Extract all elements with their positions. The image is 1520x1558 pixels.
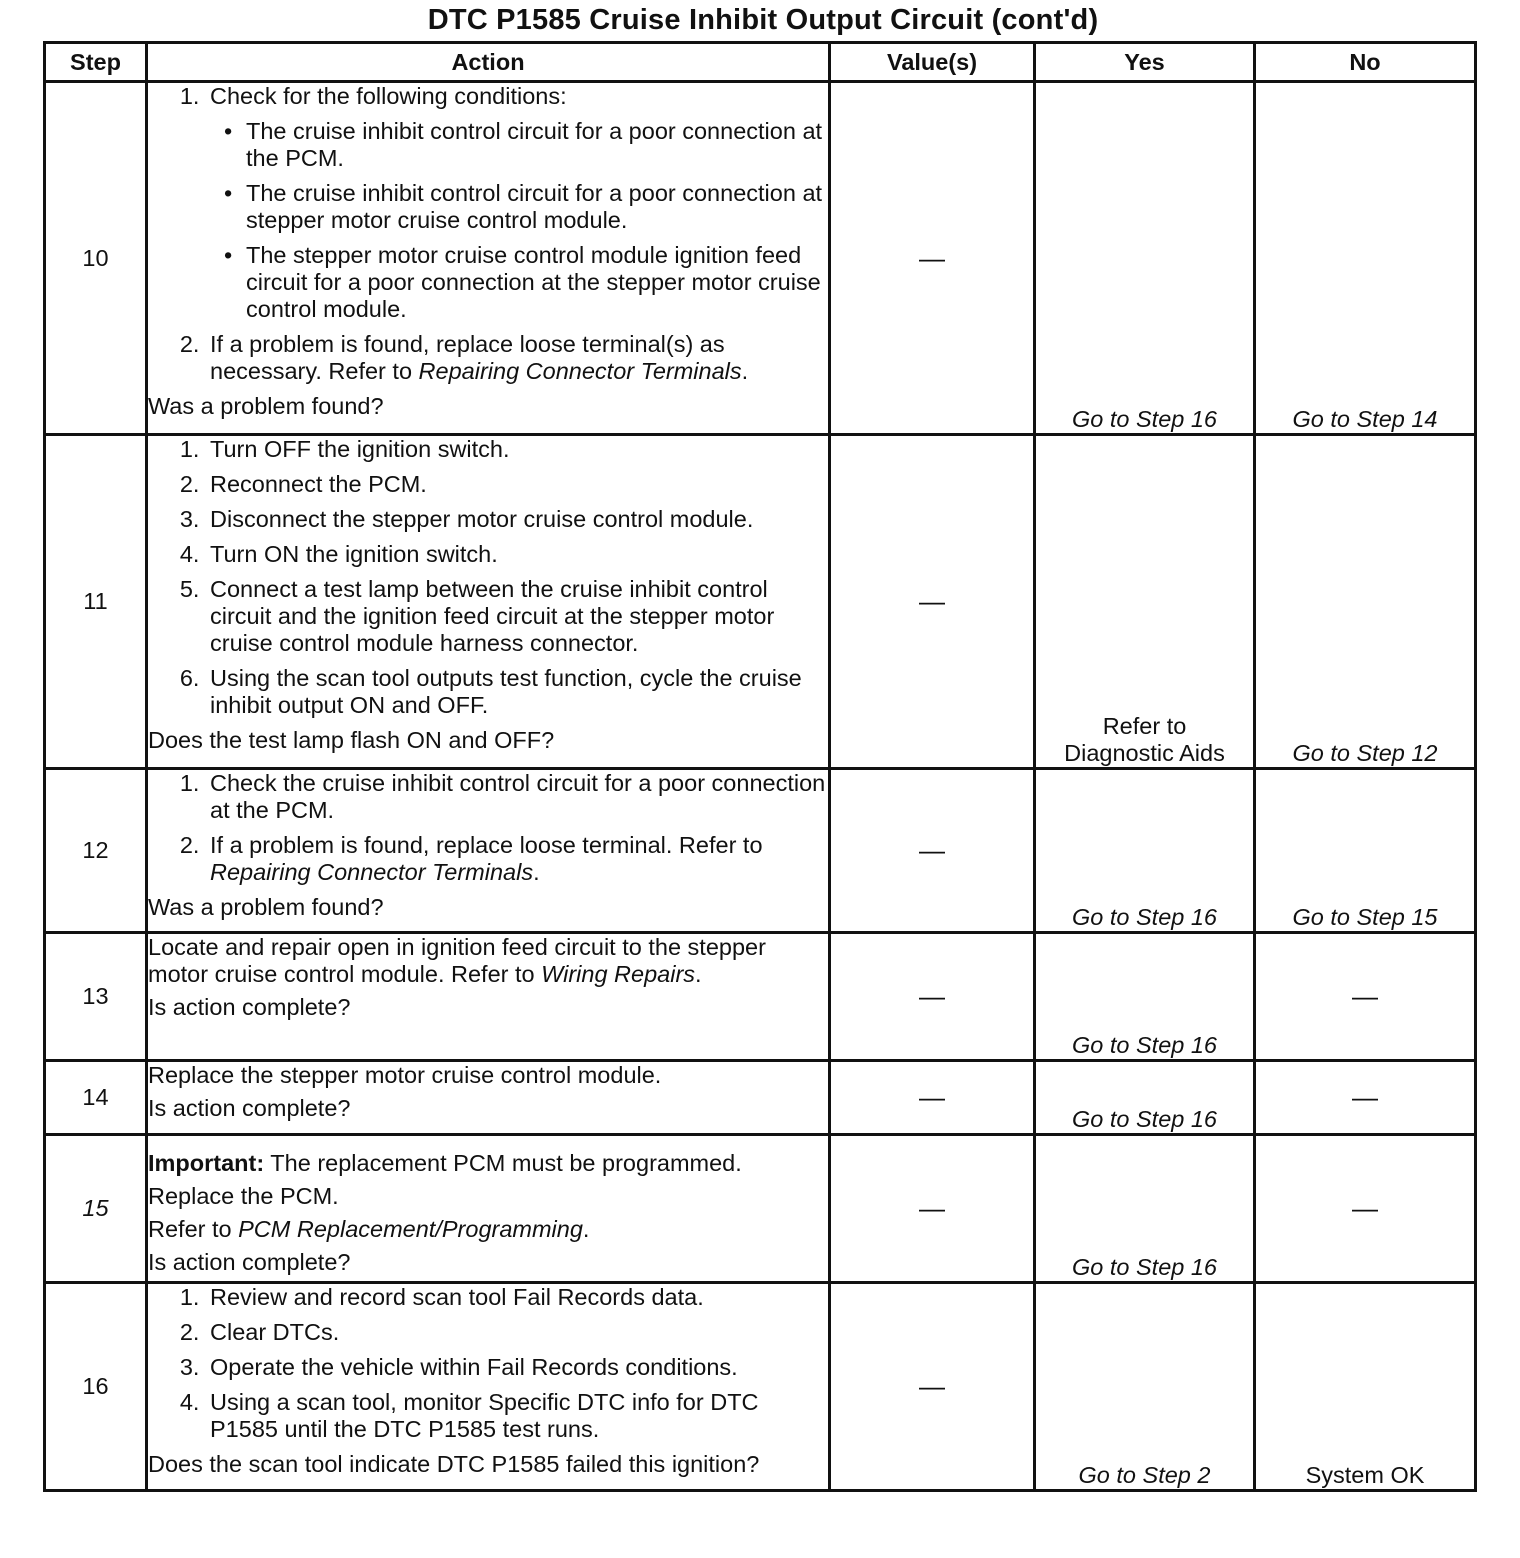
question: Does the scan tool indicate DTC P1585 failed this ignition?	[148, 1451, 760, 1477]
step-number: 10	[45, 82, 147, 435]
action-cell	[147, 82, 830, 435]
question: Was a problem found?	[148, 393, 384, 419]
action-step: 2. If a problem is found, replace loose terminal(s) as necessary. Refer to Repairing Connector Terminals.	[206, 331, 828, 385]
action-step-text: If a problem is found, replace loose terminal(s) as necessary. Refer to	[210, 331, 725, 384]
step-number: 11	[45, 435, 147, 769]
action-text: Locate and repair open in ignition feed circuit to the stepper motor cruise control module. Refer to Wiring Repairs.	[148, 934, 766, 987]
action-step: 2. Clear DTCs.	[206, 1319, 828, 1346]
important-note: Important: The replacement PCM must be programmed.	[148, 1150, 742, 1176]
action-step: 1. Check the cruise inhibit control circuit for a poor connection at the PCM.	[206, 770, 828, 824]
step-number: 13	[45, 933, 147, 1061]
action-step	[206, 83, 828, 323]
no-cell: —	[1255, 933, 1476, 1061]
header-step: Step	[45, 43, 147, 82]
header-values: Value(s)	[830, 43, 1035, 82]
no-cell: Go to Step 14	[1255, 82, 1476, 435]
action-steps	[148, 1284, 828, 1443]
value-cell: —	[830, 435, 1035, 769]
reference-link: Wiring Repairs	[541, 961, 696, 987]
action-text: Replace the stepper motor cruise control module.	[148, 1062, 662, 1088]
action-cell	[147, 769, 830, 933]
action-text: Replace the PCM.	[148, 1183, 339, 1209]
step-number: 16	[45, 1283, 147, 1491]
yes-cell: Go to Step 16	[1035, 1061, 1255, 1135]
condition-text: The cruise inhibit control circuit for a poor connection at the PCM.	[246, 118, 823, 171]
step-number: 14	[45, 1061, 147, 1135]
value-cell: —	[830, 1135, 1035, 1283]
action-step: 1. Turn OFF the ignition switch.	[206, 436, 828, 463]
table-row	[45, 769, 1476, 933]
table-header-row	[45, 43, 1476, 82]
no-cell: —	[1255, 1135, 1476, 1283]
yes-cell: Go to Step 16	[1035, 1135, 1255, 1283]
action-step: 4. Using a scan tool, monitor Specific DTC info for DTC P1585 until the DTC P1585 test runs.	[206, 1389, 828, 1443]
action-cell	[147, 1061, 830, 1135]
table-row	[45, 1283, 1476, 1491]
step-number: 12	[45, 769, 147, 933]
table-row	[45, 82, 1476, 435]
action-cell	[147, 435, 830, 769]
no-cell: Go to Step 12	[1255, 435, 1476, 769]
table-row	[45, 1135, 1476, 1283]
action-cell	[147, 1135, 830, 1283]
no-cell: Go to Step 15	[1255, 769, 1476, 933]
action-steps	[148, 770, 828, 886]
yes-text: Refer to	[1102, 713, 1187, 739]
table-row	[45, 435, 1476, 769]
header-no: No	[1255, 43, 1476, 82]
table-row	[45, 933, 1476, 1061]
question: Is action complete?	[148, 1249, 351, 1275]
action-step-text: If a problem is found, replace loose terminal. Refer to	[210, 832, 763, 858]
no-cell: System OK	[1255, 1283, 1476, 1491]
action-step: 3. Operate the vehicle within Fail Records conditions.	[206, 1354, 828, 1381]
action-step: 4. Turn ON the ignition switch.	[206, 541, 828, 568]
no-cell: —	[1255, 1061, 1476, 1135]
condition-item	[224, 118, 828, 172]
value-cell: —	[830, 1283, 1035, 1491]
action-step-text: Check for the following conditions:	[210, 83, 567, 109]
bullet-icon: •	[224, 118, 233, 144]
diagnostic-table	[43, 41, 1477, 1492]
bullet-icon: •	[224, 180, 233, 206]
question: Is action complete?	[148, 994, 351, 1020]
yes-cell: Go to Step 16	[1035, 933, 1255, 1061]
condition-text: The stepper motor cruise control module ignition feed circuit for a poor connection at the stepper motor cruise control module.	[246, 242, 821, 322]
action-step: 6. Using the scan tool outputs test function, cycle the cruise inhibit output ON and OFF.	[206, 665, 828, 719]
table-row	[45, 1061, 1476, 1135]
header-action: Action	[147, 43, 830, 82]
value-cell: —	[830, 82, 1035, 435]
action-steps	[148, 83, 828, 385]
yes-text: Diagnostic Aids	[1064, 740, 1225, 766]
yes-cell	[1035, 435, 1255, 769]
action-step: 2. If a problem is found, replace loose terminal. Refer to Repairing Connector Terminals.	[206, 832, 828, 886]
page-title: DTC P1585 Cruise Inhibit Output Circuit (cont'd)	[427, 4, 1099, 36]
yes-cell: Go to Step 16	[1035, 769, 1255, 933]
value-cell: —	[830, 769, 1035, 933]
action-step: 1. Review and record scan tool Fail Records data.	[206, 1284, 828, 1311]
condition-item	[224, 242, 828, 323]
action-step: 3. Disconnect the stepper motor cruise control module.	[206, 506, 828, 533]
reference-link: Repairing Connector Terminals	[210, 859, 534, 885]
question: Does the test lamp flash ON and OFF?	[148, 727, 555, 753]
condition-text: The cruise inhibit control circuit for a poor connection at stepper motor cruise control module.	[246, 180, 823, 233]
yes-cell: Go to Step 2	[1035, 1283, 1255, 1491]
step-number: 15	[45, 1135, 147, 1283]
header-yes: Yes	[1035, 43, 1255, 82]
bullet-icon: •	[224, 242, 233, 268]
action-step: 2. Reconnect the PCM.	[206, 471, 828, 498]
reference-link: PCM Replacement/Programming	[238, 1216, 583, 1242]
action-text: Refer to PCM Replacement/Programming.	[148, 1216, 590, 1242]
value-cell: —	[830, 933, 1035, 1061]
question: Is action complete?	[148, 1095, 351, 1121]
reference-link: Repairing Connector Terminals	[418, 358, 742, 384]
action-cell	[147, 1283, 830, 1491]
condition-list	[210, 118, 828, 323]
action-cell	[147, 933, 830, 1061]
value-cell: —	[830, 1061, 1035, 1135]
condition-item	[224, 180, 828, 234]
question: Was a problem found?	[148, 894, 384, 920]
action-step: 5. Connect a test lamp between the cruise inhibit control circuit and the ignition feed circuit at the stepper motor cruise control module harness connector.	[206, 576, 828, 657]
action-steps	[148, 436, 828, 719]
yes-cell: Go to Step 16	[1035, 82, 1255, 435]
